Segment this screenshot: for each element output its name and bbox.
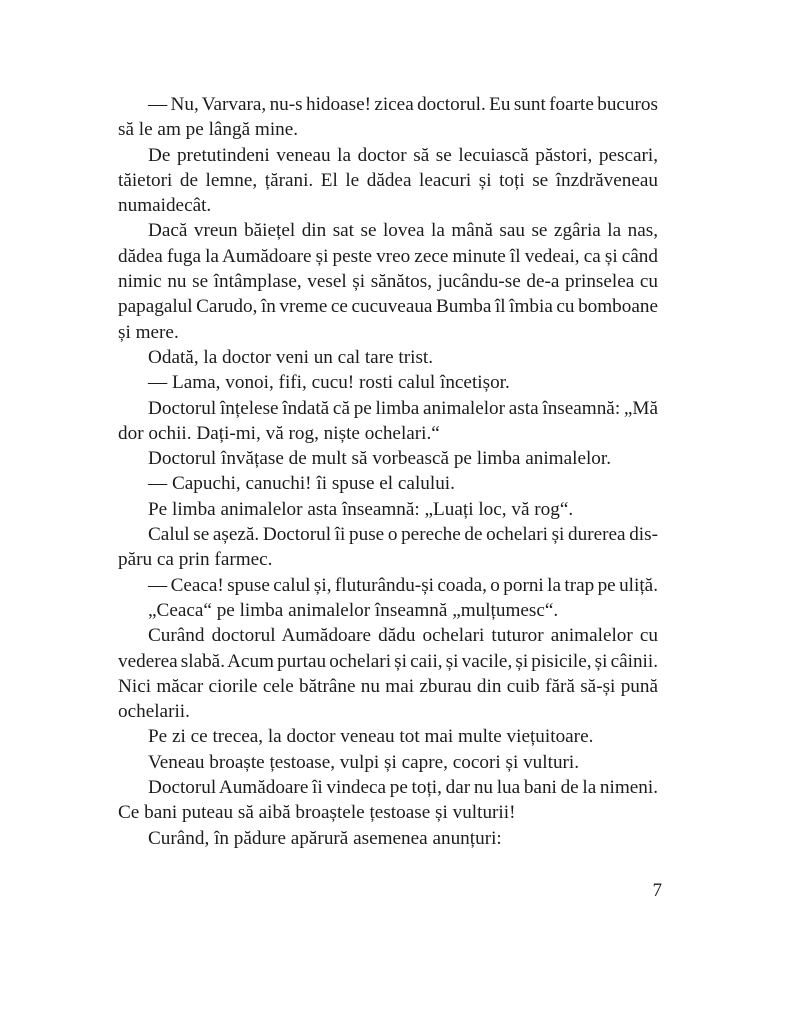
text-line: dor ochii. Dați-mi, vă rog, niște ochelari.“	[118, 422, 440, 444]
text-line: Doctorul înțelese îndată că pe limba animalelor asta înseamnă: „Mă	[148, 397, 658, 419]
text-line: — Lama, vonoi, fifi, cucu! rosti calul încetișor.	[148, 372, 510, 394]
text-line: Doctorul învățase de mult să vorbească pe limba animalelor.	[148, 448, 612, 470]
text-line: — Nu, Varvara, nu-s hidoase! zicea doctorul. Eu sunt foarte bucuros	[148, 94, 658, 115]
text-line: dădea fuga la Aumădoare și peste vreo zece minute îl vedeai, ca și când	[118, 245, 658, 267]
text-line: vederea slabă. Acum purtau ochelari și caii, și vacile, și pisicile, și câinii.	[118, 650, 658, 672]
text-line: De pretutindeni veneau la doctor să se lecuiască păstori, pescari,	[148, 144, 658, 166]
page-number: 7	[652, 880, 662, 901]
text-line: să le am pe lângă mine.	[118, 119, 299, 141]
text-line: Pe limba animalelor asta înseamnă: „Luați loc, vă rog“.	[148, 498, 574, 520]
text-line: Nici măcar ciorile cele bătrâne nu mai zburau din cuib fără să-și pună	[118, 675, 658, 697]
text-line: Odată, la doctor veni un cal tare trist.	[148, 346, 434, 368]
text-line: Dacă vreun băiețel din sat se lovea la mână sau se zgâria la nas,	[148, 220, 658, 242]
text-line: „Ceaca“ pe limba animalelor înseamnă „mulțumesc“.	[148, 599, 559, 621]
text-line: — Capuchi, canuchi! îi spuse el calului.	[148, 473, 455, 495]
text-line: tăietori de lemne, țărani. El le dădea leacuri și toți se înzdrăveneau	[118, 169, 658, 191]
text-line: Pe zi ce trecea, la doctor veneau tot mai multe viețuitoare.	[148, 726, 594, 748]
text-line: ochelarii.	[118, 701, 190, 723]
text-line: numaidecât.	[118, 195, 212, 217]
text-line: și mere.	[118, 321, 179, 343]
text-line: — Ceaca! spuse calul și, fluturându-și coada, o porni la trap pe uliță.	[148, 574, 658, 596]
body-text	[118, 92, 658, 851]
text-line: Veneau broaște țestoase, vulpi și capre, cocori și vulturi.	[148, 751, 580, 773]
text-line: păru ca prin farmec.	[118, 549, 273, 571]
text-line: papagalul Carudo, în vreme ce cucuveaua Bumba îl îmbia cu bomboane	[118, 296, 658, 318]
text-line: Curând, în pădure apărură asemenea anunțuri:	[148, 827, 502, 849]
text-line: nimic nu se întâmplase, vesel și sănătos, jucându-se de-a prinselea cu	[118, 271, 658, 293]
text-line: Curând doctorul Aumădoare dădu ochelari tuturor animalelor cu	[148, 625, 658, 647]
text-line: Calul se așeză. Doctorul îi puse o pereche de ochelari și durerea dis-	[148, 524, 658, 546]
text-line: Ce bani puteau să aibă broaștele țestoase și vulturii!	[118, 802, 516, 824]
text-line: Doctorul Aumădoare îi vindeca pe toți, dar nu lua bani de la nimeni.	[148, 777, 658, 799]
